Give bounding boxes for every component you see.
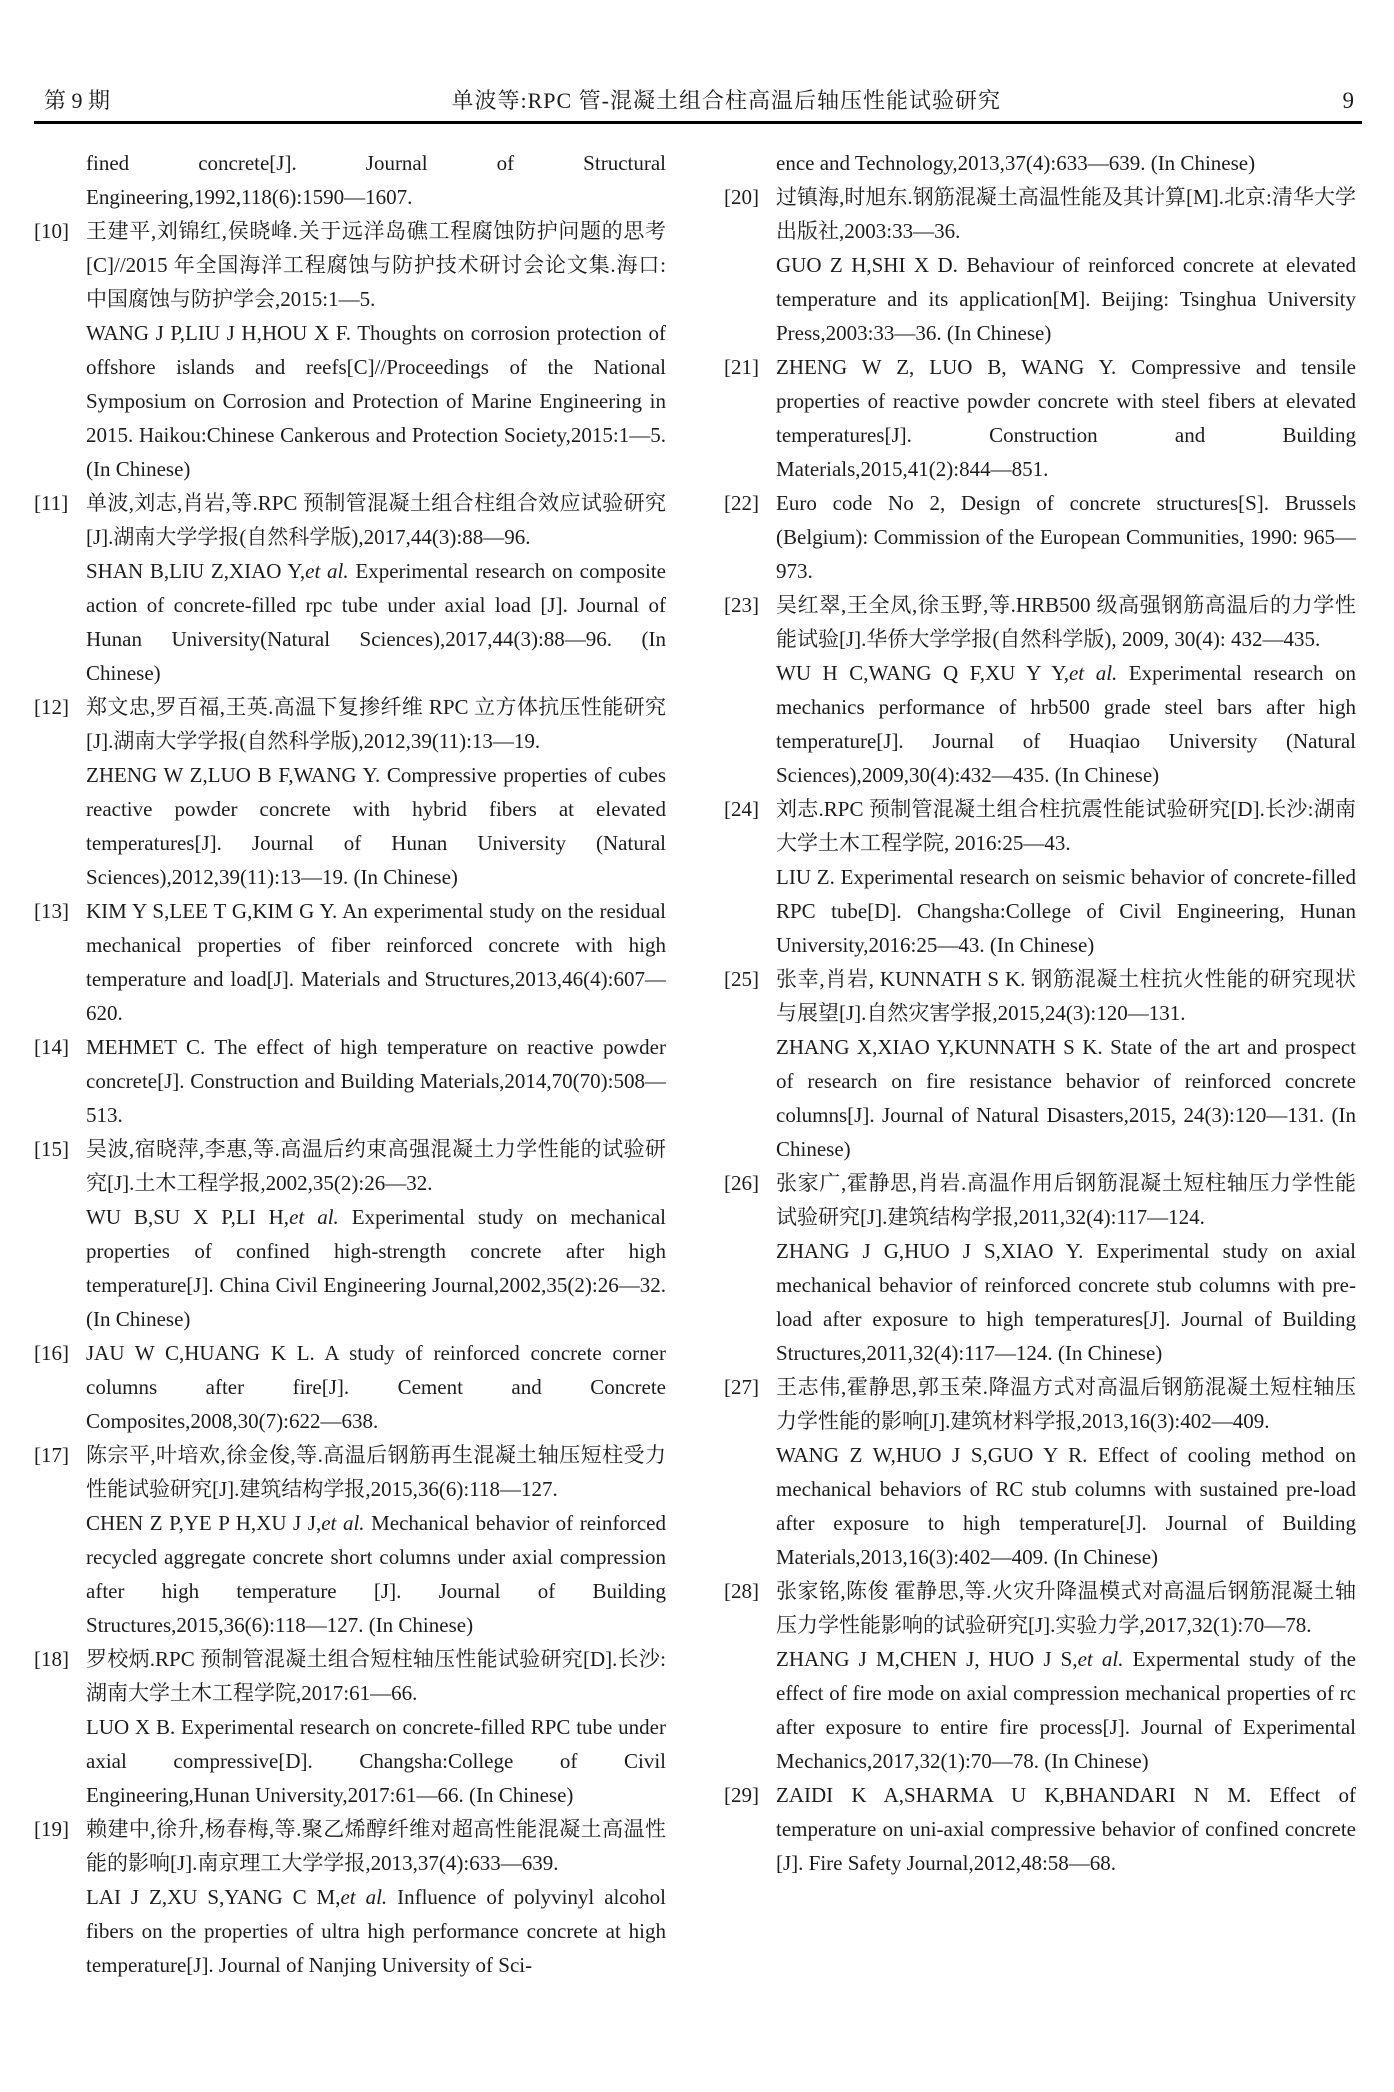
reference-paragraph: Euro code No 2, Design of concrete structures[S]. Brussels (Belgium): Commission of the European Communities, 1990: 965—973.	[776, 491, 1356, 583]
reference-paragraph: 陈宗平,叶培欢,徐金俊,等.高温后钢筋再生混凝土轴压短柱受力性能试验研究[J].建筑结构学报,2015,36(6):118—127.	[86, 1443, 666, 1501]
right-column	[724, 146, 1356, 1982]
reference-paragraph: GUO Z H,SHI X D. Behaviour of reinforced concrete at elevated temperature and its application[M]. Beijing: Tsinghua University Press,2003:33—36. (In Chinese)	[776, 253, 1356, 345]
reference-paragraph: 张家铭,陈俊 霍静思,等.火灾升降温模式对高温后钢筋混凝土轴压力学性能影响的试验研究[J].实验力学,2017,32(1):70—78.	[776, 1579, 1356, 1637]
reference-number: [16]	[34, 1341, 69, 1365]
running-title: 单波等:RPC 管-混凝土组合柱高温后轴压性能试验研究	[451, 88, 1002, 113]
reference-item	[34, 894, 666, 1030]
reference-paragraph: ZHANG X,XIAO Y,KUNNATH S K. State of the art and prospect of research on fire resistance behavior of reinforced concrete columns[J]. Journal of Natural Disasters,2015, 24(3):120—131. (In Chinese)	[776, 1035, 1356, 1161]
reference-number: [22]	[724, 491, 759, 515]
reference-number: [28]	[724, 1579, 759, 1603]
reference-paragraph: ZHENG W Z,LUO B F,WANG Y. Compressive properties of cubes reactive powder concrete with hybrid fibers at elevated temperatures[J]. Journal of Hunan University (Natural Sciences),2012,39(11):13—19. (In Chinese)	[86, 763, 666, 889]
reference-paragraph: LUO X B. Experimental research on concrete-filled RPC tube under axial compressive[D]. Changsha:College of Civil Engineering,Hunan University,2017:61—66. (In Chinese)	[86, 1715, 666, 1807]
reference-paragraph: 王建平,刘锦红,侯晓峰.关于远洋岛礁工程腐蚀防护问题的思考[C]//2015 年全国海洋工程腐蚀与防护技术研讨会论文集.海口:中国腐蚀与防护学会,2015:1—5.	[86, 219, 666, 311]
reference-paragraph: 王志伟,霍静思,郭玉荣.降温方式对高温后钢筋混凝土短柱轴压力学性能的影响[J].建筑材料学报,2013,16(3):402—409.	[776, 1375, 1356, 1433]
issue-label: 第 9 期	[44, 88, 111, 113]
reference-number: [20]	[724, 185, 759, 209]
reference-number: [10]	[34, 219, 69, 243]
reference-number: [26]	[724, 1171, 759, 1195]
reference-paragraph: MEHMET C. The effect of high temperature on reactive powder concrete[J]. Construction and Building Materials,2014,70(70):508—513.	[86, 1035, 666, 1127]
reference-paragraph: CHEN Z P,YE P H,XU J J,et al. Mechanical behavior of reinforced recycled aggregate concrete short columns under axial compression after high temperature [J]. Journal of Building Structures,2015,36(6):118—127. (In Chinese)	[86, 1511, 666, 1637]
reference-paragraph: ZHANG J M,CHEN J, HUO J S,et al. Expermental study of the effect of fire mode on axial compression mechanical properties of rc after exposure to entire fire process[J]. Journal of Experimental Mechanics,2017,32(1):70—78. (In Chinese)	[776, 1647, 1356, 1773]
reference-paragraph: WANG J P,LIU J H,HOU X F. Thoughts on corrosion protection of offshore islands and reefs[C]//Proceedings of the National Symposium on Corrosion and Protection of Marine Engineering in 2015. Haikou:Chinese Cankerous and Protection Society,2015:1—5. (In Chinese)	[86, 321, 666, 481]
reference-paragraph: ZAIDI K A,SHARMA U K,BHANDARI N M. Effect of temperature on uni-axial compressive behavior of confined concrete [J]. Fire Safety Journal,2012,48:58—68.	[776, 1783, 1356, 1875]
reference-item	[724, 350, 1356, 486]
reference-number: [14]	[34, 1035, 69, 1059]
reference-item	[34, 690, 666, 894]
reference-number: [24]	[724, 797, 759, 821]
reference-item	[34, 214, 666, 486]
reference-item	[724, 1574, 1356, 1778]
reference-item	[724, 1778, 1356, 1880]
reference-paragraph: WU H C,WANG Q F,XU Y Y,et al. Experimental research on mechanics performance of hrb500 grade steel bars after high temperature[J]. Journal of Huaqiao University (Natural Sciences),2009,30(4):432—435. (In Chinese)	[776, 661, 1356, 787]
reference-paragraph: SHAN B,LIU Z,XIAO Y,et al. Experimental research on composite action of concrete-filled rpc tube under axial load [J]. Journal of Hunan University(Natural Sciences),2017,44(3):88—96. (In Chinese)	[86, 559, 666, 685]
reference-number: [17]	[34, 1443, 69, 1467]
references-section	[34, 146, 1360, 1982]
reference-item	[34, 1336, 666, 1438]
reference-paragraph: 罗校炳.RPC 预制管混凝土组合短柱轴压性能试验研究[D].长沙:湖南大学土木工程学院,2017:61—66.	[86, 1647, 666, 1705]
reference-item	[34, 1642, 666, 1812]
reference-number: [19]	[34, 1817, 69, 1841]
reference-item	[724, 1166, 1356, 1370]
reference-paragraph: JAU W C,HUANG K L. A study of reinforced concrete corner columns after fire[J]. Cement and Concrete Composites,2008,30(7):622—638.	[86, 1341, 666, 1433]
reference-number: [29]	[724, 1783, 759, 1807]
reference-item	[34, 1812, 666, 1982]
reference-paragraph: WU B,SU X P,LI H,et al. Experimental study on mechanical properties of confined high-strength concrete after high temperature[J]. China Civil Engineering Journal,2002,35(2):26—32. (In Chinese)	[86, 1205, 666, 1331]
reference-paragraph: 张幸,肖岩, KUNNATH S K. 钢筋混凝土柱抗火性能的研究现状与展望[J].自然灾害学报,2015,24(3):120—131.	[776, 967, 1356, 1025]
reference-paragraph: 吴波,宿晓萍,李惠,等.高温后约束高强混凝土力学性能的试验研究[J].土木工程学报,2002,35(2):26—32.	[86, 1137, 666, 1195]
reference-paragraph: ence and Technology,2013,37(4):633—639. (In Chinese)	[776, 151, 1256, 175]
reference-paragraph: 赖建中,徐升,杨春梅,等.聚乙烯醇纤维对超高性能混凝土高温性能的影响[J].南京理工大学学报,2013,37(4):633—639.	[86, 1817, 666, 1875]
reference-continuation	[724, 146, 1356, 180]
reference-paragraph: fined concrete[J]. Journal of Structural Engineering,1992,118(6):1590—1607.	[86, 151, 666, 209]
reference-paragraph: 过镇海,时旭东.钢筋混凝土高温性能及其计算[M].北京:清华大学出版社,2003:33—36.	[776, 185, 1356, 243]
reference-paragraph: WANG Z W,HUO J S,GUO Y R. Effect of cooling method on mechanical behaviors of RC stub columns with sustained pre-load after exposure to high temperature[J]. Journal of Building Materials,2013,16(3):402—409. (In Chinese)	[776, 1443, 1356, 1569]
reference-paragraph: ZHENG W Z, LUO B, WANG Y. Compressive and tensile properties of reactive powder concrete with steel fibers at elevated temperatures[J]. Construction and Building Materials,2015,41(2):844—851.	[776, 355, 1356, 481]
reference-item	[724, 486, 1356, 588]
reference-number: [27]	[724, 1375, 759, 1399]
reference-item	[724, 962, 1356, 1166]
reference-item	[724, 588, 1356, 792]
reference-number: [13]	[34, 899, 69, 923]
reference-item	[34, 1438, 666, 1642]
left-column	[34, 146, 666, 1982]
reference-number: [25]	[724, 967, 759, 991]
reference-paragraph: LIU Z. Experimental research on seismic behavior of concrete-filled RPC tube[D]. Changsha:College of Civil Engineering, Hunan University,2016:25—43. (In Chinese)	[776, 865, 1356, 957]
page-number: 9	[1342, 88, 1354, 113]
reference-number: [21]	[724, 355, 759, 379]
reference-paragraph: 张家广,霍静思,肖岩.高温作用后钢筋混凝土短柱轴压力学性能试验研究[J].建筑结构学报,2011,32(4):117—124.	[776, 1171, 1356, 1229]
reference-paragraph: 郑文忠,罗百福,王英.高温下复掺纤维 RPC 立方体抗压性能研究[J].湖南大学学报(自然科学版),2012,39(11):13—19.	[86, 695, 666, 753]
reference-continuation	[34, 146, 666, 214]
page-header	[44, 88, 1354, 114]
reference-number: [15]	[34, 1137, 69, 1161]
reference-number: [11]	[34, 491, 69, 515]
reference-number: [23]	[724, 593, 759, 617]
reference-item	[34, 1030, 666, 1132]
reference-item	[724, 792, 1356, 962]
reference-paragraph: LAI J Z,XU S,YANG C M,et al. Influence of polyvinyl alcohol fibers on the properties of ultra high performance concrete at high temperature[J]. Journal of Nanjing University of Sci-	[86, 1885, 667, 1977]
reference-item	[724, 180, 1356, 350]
reference-paragraph: 单波,刘志,肖岩,等.RPC 预制管混凝土组合柱组合效应试验研究[J].湖南大学学报(自然科学版),2017,44(3):88—96.	[86, 491, 666, 549]
reference-item	[724, 1370, 1356, 1574]
reference-item	[34, 1132, 666, 1336]
reference-paragraph: KIM Y S,LEE T G,KIM G Y. An experimental study on the residual mechanical properties of fiber reinforced concrete with high temperature and load[J]. Materials and Structures,2013,46(4):607—620.	[86, 899, 666, 1025]
reference-number: [12]	[34, 695, 69, 719]
reference-paragraph: 吴红翠,王全凤,徐玉野,等.HRB500 级高强钢筋高温后的力学性能试验[J].华侨大学学报(自然科学版), 2009, 30(4): 432—435.	[776, 593, 1356, 651]
header-rule	[34, 121, 1362, 124]
reference-number: [18]	[34, 1647, 69, 1671]
reference-paragraph: ZHANG J G,HUO J S,XIAO Y. Experimental study on axial mechanical behavior of reinforced concrete stub columns with pre-load after exposure to high temperatures[J]. Journal of Building Structures,2011,32(4):117—124. (In Chinese)	[776, 1239, 1356, 1365]
reference-paragraph: 刘志.RPC 预制管混凝土组合柱抗震性能试验研究[D].长沙:湖南大学土木工程学院, 2016:25—43.	[776, 797, 1356, 855]
reference-item	[34, 486, 666, 690]
